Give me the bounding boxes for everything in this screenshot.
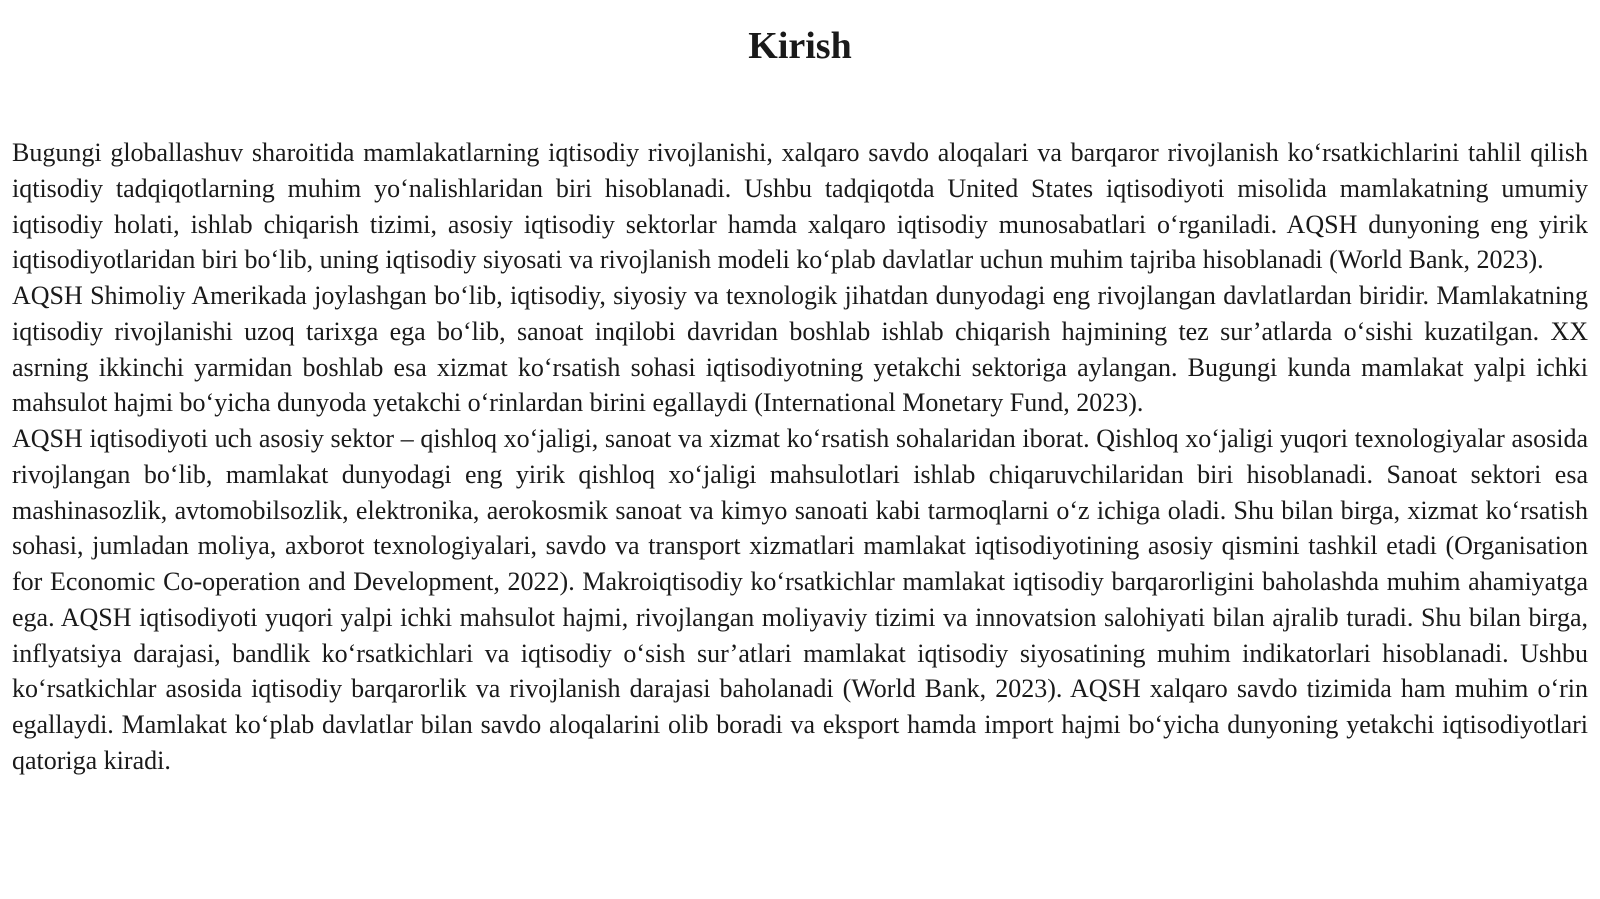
document-page xyxy=(12,0,1588,899)
paragraph-sectors: AQSH iqtisodiyoti uch asosiy sektor – qishloq xo‘jaligi, sanoat va xizmat ko‘rsatish sohalaridan iborat. Qishloq xo‘jaligi yuqori texnologiyalar asosida rivojlangan bo‘lib, mamlakat dunyodagi eng yirik qishloq xo‘jaligi mahsulotlari ishlab chiqaruvchilaridan biri hisoblanadi. Sanoat sektori esa mashinasozlik, avtomobilsozlik, elektronika, aerokosmik sanoat va kimyo sanoati kabi tarmoqlarni o‘z ichiga oladi. Shu bilan birga, xizmat ko‘rsatish sohasi, jumladan moliya, axborot texnologiyalari, savdo va transport xizmatlari mamlakat iqtisodiyotining asosiy qismini tashkil etadi (Organisation for Economic Co-operation and Development, 2022). Makroiqtisodiy ko‘rsatkichlar mamlakat iqtisodiy barqarorligini baholashda muhim ahamiyatga ega. AQSH iqtisodiyoti yuqori yalpi ichki mahsulot hajmi, rivojlangan moliyaviy tizimi va innovatsion salohiyati bilan ajralib turadi. Shu bilan birga, inflyatsiya darajasi, bandlik ko‘rsatkichlari va iqtisodiy o‘sish sur’atlari mamlakat iqtisodiy siyosatining muhim indikatorlari hisoblanadi. Ushbu ko‘rsatkichlar asosida iqtisodiy barqarorlik va rivojlanish darajasi baholanadi (World Bank, 2023). AQSH xalqaro savdo tizimida ham muhim o‘rin egallaydi. Mamlakat ko‘plab davlatlar bilan savdo aloqalarini olib boradi va eksport hamda import hajmi bo‘yicha dunyoning yetakchi iqtisodiyotlari qatoriga kiradi. xyxy=(12,424,1588,775)
page-title: Kirish xyxy=(748,25,852,67)
document-body xyxy=(12,135,1588,779)
paragraph-geography: AQSH Shimoliy Amerikada joylashgan bo‘lib, iqtisodiy, siyosiy va texnologik jihatdan dunyodagi eng rivojlangan davlatlardan biridir. Mamlakatning iqtisodiy rivojlanishi uzoq tarixga ega bo‘lib, sanoat inqilobi davridan boshlab ishlab chiqarish hajmining tez sur’atlarda o‘sishi kuzatilgan. XX asrning ikkinchi yarmidan boshlab esa xizmat ko‘rsatish sohasi iqtisodiyotning yetakchi sektoriga aylangan. Bugungi kunda mamlakat yalpi ichki mahsulot hajmi bo‘yicha dunyoda yetakchi o‘rinlardan birini egallaydi (International Monetary Fund, 2023). xyxy=(12,281,1588,418)
paragraph-intro: Bugungi globallashuv sharoitida mamlakatlarning iqtisodiy rivojlanishi, xalqaro savdo aloqalari va barqaror rivojlanish ko‘rsatkichlarini tahlil qilish iqtisodiy tadqiqotlarning muhim yo‘nalishlaridan biri hisoblanadi. Ushbu tadqiqotda United States iqtisodiyoti misolida mamlakatning umumiy iqtisodiy holati, ishlab chiqarish tizimi, asosiy iqtisodiy sektorlar hamda xalqaro iqtisodiy munosabatlari o‘rganiladi. AQSH dunyoning eng yirik iqtisodiyotlaridan biri bo‘lib, uning iqtisodiy siyosati va rivojlanish modeli ko‘plab davlatlar uchun muhim tajriba hisoblanadi (World Bank, 2023). xyxy=(12,138,1588,275)
